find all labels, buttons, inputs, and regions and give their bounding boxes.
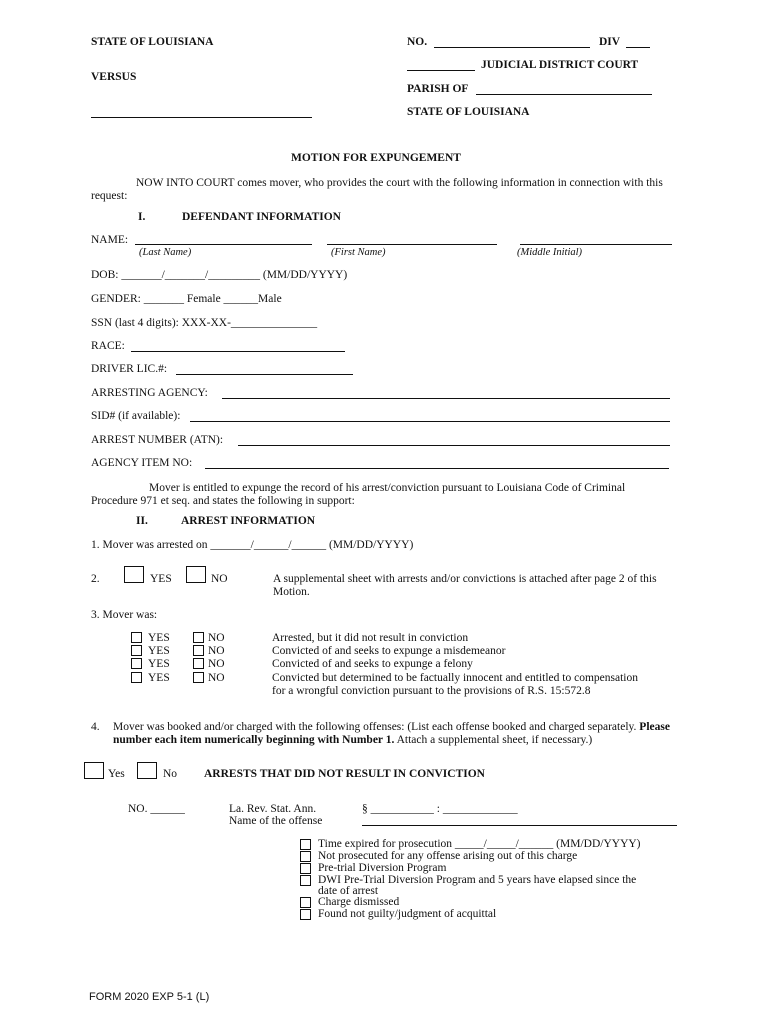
state-right: STATE OF LOUISIANA [407, 106, 530, 118]
arresting-agency-label: ARRESTING AGENCY: [91, 387, 208, 399]
parish-line[interactable] [476, 94, 652, 95]
item2-yes-checkbox[interactable] [124, 566, 144, 583]
reason-checkbox-1[interactable] [300, 839, 311, 850]
item3-no-label-1: NO [208, 632, 225, 644]
section2-heading: ARREST INFORMATION [181, 515, 316, 527]
item3-option-3: Convicted of and seeks to expunge a felony [272, 658, 473, 670]
div-line[interactable] [626, 47, 650, 48]
item3-yes-checkbox-2[interactable] [131, 645, 142, 656]
item3-yes-label-2: YES [148, 645, 170, 657]
item4-text [113, 721, 673, 746]
item4-text-a: Mover was booked and/or charged with the following offenses: (List each offense booked and charged separately. [113, 721, 637, 733]
sid-line[interactable] [190, 421, 670, 422]
item3-yes-label-4: YES [148, 672, 170, 684]
item3-yes-label-3: YES [148, 658, 170, 670]
agency-item-line[interactable] [205, 468, 669, 469]
entitled-paragraph: Mover is entitled to expunge the record of his arrest/conviction pursuant to Louisiana Code of Criminal Procedure 971 et seq. and states the following in support: [91, 482, 626, 507]
reason-checkbox-3[interactable] [300, 863, 311, 874]
reason-checkbox-2[interactable] [300, 851, 311, 862]
state-left: STATE OF LOUISIANA [91, 36, 214, 48]
gender-field[interactable]: GENDER: _______ Female ______Male [91, 293, 282, 305]
race-label: RACE: [91, 340, 125, 352]
item3-no-checkbox-4[interactable] [193, 672, 204, 683]
parish-label: PARISH OF [407, 83, 469, 95]
item4-number: 4. [91, 721, 100, 733]
item3-yes-label-1: YES [148, 632, 170, 644]
div-label: DIV [599, 36, 621, 48]
item4-no-checkbox[interactable] [137, 762, 157, 779]
item3-yes-checkbox-4[interactable] [131, 672, 142, 683]
section1-heading: DEFENDANT INFORMATION [182, 211, 341, 223]
reason-5: Charge dismissed [318, 896, 400, 908]
sid-label: SID# (if available): [91, 410, 181, 422]
reason-checkbox-5[interactable] [300, 897, 311, 908]
first-name-hint: (First Name) [331, 247, 386, 258]
item3-option-2: Convicted of and seeks to expunge a misdemeanor [272, 645, 506, 657]
item3-no-label-2: NO [208, 645, 225, 657]
district-line[interactable] [407, 70, 475, 71]
item3-no-checkbox-1[interactable] [193, 632, 204, 643]
item3-no-label-4: NO [208, 672, 225, 684]
reason-2: Not prosecuted for any offense arising out of this charge [318, 850, 578, 862]
reason-3: Pre-trial Diversion Program [318, 862, 447, 874]
item2-yes-label: YES [150, 573, 172, 585]
item3-option-1: Arrested, but it did not result in conviction [272, 632, 469, 644]
reason-checkbox-6[interactable] [300, 909, 311, 920]
middle-initial-line[interactable] [520, 244, 672, 245]
offense-number-field[interactable]: NO. ______ [128, 803, 185, 815]
agency-item-label: AGENCY ITEM NO: [91, 457, 193, 469]
item2-text: A supplemental sheet with arrests and/or convictions is attached after page 2 of this Motion. [273, 573, 657, 598]
middle-initial-hint: (Middle Initial) [517, 247, 583, 258]
name-label: NAME: [91, 234, 129, 246]
reason-checkbox-4[interactable] [300, 875, 311, 886]
dob-field[interactable]: DOB: _______/_______/_________ (MM/DD/YYYY) [91, 269, 348, 281]
statute-label: La. Rev. Stat. Ann. [229, 803, 317, 815]
item2-no-label: NO [211, 573, 228, 585]
item2-number: 2. [91, 573, 100, 585]
driver-label: DRIVER LIC.#: [91, 363, 168, 375]
arrest-number-label: ARREST NUMBER (ATN): [91, 434, 224, 446]
item3-no-label-3: NO [208, 658, 225, 670]
first-name-line[interactable] [327, 244, 497, 245]
item4-yes-checkbox[interactable] [84, 762, 104, 779]
case-no-line[interactable] [434, 47, 590, 48]
defendant-line[interactable] [91, 117, 312, 118]
item4-text-b: Please number each item numerically beginning with Number 1. [113, 721, 670, 746]
document-title: MOTION FOR EXPUNGEMENT [291, 152, 461, 164]
statute-section-field[interactable]: § ___________ : _____________ [362, 803, 518, 815]
item3-option-4-continued: for a wrongful conviction pursuant to the provisions of R.S. 15:572.8 [272, 685, 591, 697]
item3-no-checkbox-2[interactable] [193, 645, 204, 656]
item2-no-checkbox[interactable] [186, 566, 206, 583]
offense-name-line[interactable] [362, 825, 677, 826]
intro-paragraph: NOW INTO COURT comes mover, who provides the court with the following information in connection with this request: [91, 177, 663, 202]
case-no-label: NO. [407, 36, 428, 48]
race-line[interactable] [131, 351, 345, 352]
arresting-agency-line[interactable] [222, 398, 670, 399]
item3-option-4: Convicted but determined to be factually innocent and entitled to compensation [272, 672, 638, 684]
item3-yes-checkbox-3[interactable] [131, 658, 142, 669]
item3-label: 3. Mover was: [91, 609, 158, 621]
item3-no-checkbox-3[interactable] [193, 658, 204, 669]
last-name-line[interactable] [135, 244, 312, 245]
last-name-hint: (Last Name) [139, 247, 192, 258]
arrest-number-line[interactable] [238, 445, 670, 446]
section1-num: I. [138, 211, 146, 223]
section2-num: II. [136, 515, 148, 527]
jdc-label: JUDICIAL DISTRICT COURT [481, 59, 639, 71]
arrest-date-field[interactable]: 1. Mover was arrested on _______/______/______ (MM/DD/YYYY) [91, 539, 414, 551]
versus-label: VERSUS [91, 71, 137, 83]
reason-4-continued: date of arrest [318, 885, 379, 897]
driver-line[interactable] [176, 374, 353, 375]
item4-yes-label: Yes [108, 768, 125, 780]
form-footer: FORM 2020 EXP 5-1 (L) [89, 991, 210, 1003]
reason-6: Found not guilty/judgment of acquittal [318, 908, 497, 920]
item4-no-label: No [163, 768, 178, 780]
reason-4: DWI Pre-Trial Diversion Program and 5 years have elapsed since the [318, 874, 637, 886]
item3-yes-checkbox-1[interactable] [131, 632, 142, 643]
reason-1: Time expired for prosecution _____/_____/______ (MM/DD/YYYY) [318, 838, 641, 850]
item4-text-c: Attach a supplemental sheet, if necessary.) [396, 733, 593, 746]
offense-name-label: Name of the offense [229, 815, 323, 827]
arrests-heading: ARRESTS THAT DID NOT RESULT IN CONVICTION [204, 768, 485, 780]
ssn-field[interactable]: SSN (last 4 digits): XXX-XX-_______________ [91, 317, 318, 329]
